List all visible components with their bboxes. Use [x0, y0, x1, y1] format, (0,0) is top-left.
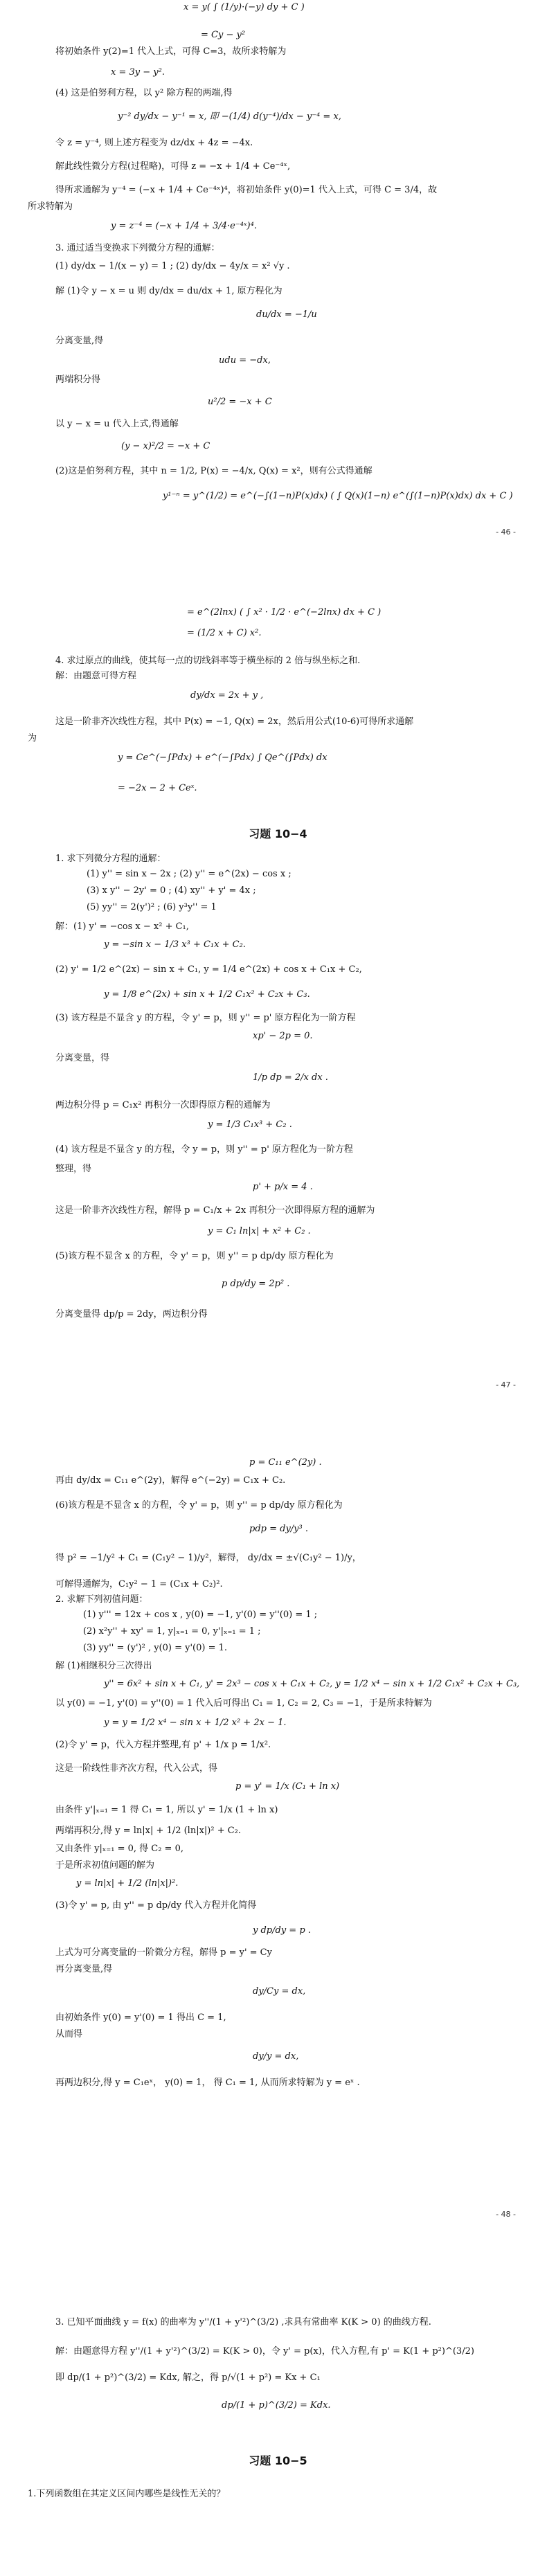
- text-line: 以 y − x = u 代入上式,得通解: [55, 419, 179, 429]
- text-line: 两端积分得: [55, 375, 101, 385]
- equation-line: y = 1/8 e^(2x) + sin x + 1/2 C₁x² + C₂x + C₃.: [104, 989, 310, 1000]
- text-line: 得所求通解为 y⁻⁴ = (−x + 1/4 + Ce⁻⁴ˣ)⁴，将初始条件 y(0)=1 代入上式，可得 C = 3/4，故: [55, 185, 438, 195]
- equation-line: y = z⁻⁴ = (−x + 1/4 + 3/4·e⁻⁴ˣ)⁴.: [111, 221, 257, 231]
- text-line: (3)令 y' = p, 由 y'' = p dp/dy 代入方程并化简得: [55, 1900, 257, 1911]
- equation-line: y = C₁ ln|x| + x² + C₂ .: [208, 1226, 311, 1236]
- text-line: 这是一阶非齐次线性方程，解得 p = C₁/x + 2x 再积分一次即得原方程的通解为: [55, 1205, 375, 1216]
- equation-line: x = 3y − y².: [111, 67, 165, 78]
- text-line: 令 z = y⁻⁴, 则上述方程变为 dz/dx + 4z = −4x.: [55, 138, 253, 148]
- text-line: (1) y''' = 12x + cos x , y(0) = −1, y'(0) = y''(0) = 1 ;: [83, 1610, 318, 1620]
- text-line: 解 (1)相继积分三次得出: [55, 1661, 152, 1671]
- equation-line: y = y = 1/2 x⁴ − sin x + 1/2 x² + 2x − 1.: [104, 1718, 287, 1728]
- text-line: 分离变量,得: [55, 336, 104, 346]
- text-line: (4) 该方程是不显含 y 的方程，令 y = p，则 y'' = p' 原方程化为一阶方程: [55, 1144, 353, 1155]
- equation-line: y dp/dy = p .: [253, 1925, 311, 1936]
- text-line: (4) 这是伯努利方程，以 y² 除方程的两端,得: [55, 88, 233, 98]
- page-number: - 48 -: [496, 2210, 516, 2219]
- equation-line: udu = −dx,: [219, 355, 271, 366]
- text-line: 以 y(0) = −1, y'(0) = y''(0) = 1 代入后可得出 C₁ = 1, C₂ = 2, C₃ = −1，于是所求特解为: [55, 1698, 432, 1709]
- equation-line: y = 1/3 C₁x³ + C₂ .: [208, 1119, 292, 1130]
- equation-line: p' + p/x = 4 .: [253, 1182, 313, 1192]
- text-line: 1. 求下列微分方程的通解：: [55, 854, 166, 864]
- equation-line: y⁻² dy/dx − y⁻¹ = x, 即 −(1/4) d(y⁻⁴)/dx − y⁻⁴ = x,: [118, 111, 341, 122]
- text-line: 再两边积分,得 y = C₁eˣ， y(0) = 1， 得 C₁ = 1, 从而所求特解为 y = eˣ .: [55, 2078, 360, 2088]
- equation-line: du/dx = −1/u: [256, 309, 317, 320]
- text-line: 两边积分得 p = C₁x² 再积分一次即得原方程的通解为: [55, 1100, 271, 1110]
- equation-line: 1/p dp = 2/x dx .: [253, 1072, 328, 1083]
- text-line: 由条件 y'|ₓ₌₁ = 1 得 C₁ = 1, 所以 y' = 1/x (1 + ln x): [55, 1805, 278, 1815]
- equation-line: u²/2 = −x + C: [208, 397, 272, 407]
- text-line: (3) x y'' − 2y' = 0 ; (4) xy'' + y' = 4x ;: [87, 885, 256, 896]
- text-line: (3) yy'' = (y')² , y(0) = y'(0) = 1.: [83, 1643, 228, 1653]
- text-line: 这是一阶非齐次线性方程，其中 P(x) = −1, Q(x) = 2x，然后用公式(10-6)可得所求通解: [55, 717, 414, 727]
- text-line: 由初始条件 y(0) = y'(0) = 1 得出 C = 1,: [55, 2012, 226, 2023]
- text-line: 再由 dy/dx = C₁₁ e^(2y)，解得 e^(−2y) = C₁x + C₂.: [55, 1475, 286, 1486]
- equation-line: p = C₁₁ e^(2y) .: [249, 1457, 322, 1468]
- text-line: 解此线性微分方程(过程略)，可得 z = −x + 1/4 + Ce⁻⁴ˣ,: [55, 161, 291, 172]
- text-line: 这是一阶线性非齐次方程，代入公式，得: [55, 1763, 218, 1774]
- text-line: (2) x²y'' + xy' = 1, y|ₓ₌₁ = 0, y'|ₓ₌₁ = 1 ;: [83, 1626, 261, 1637]
- equation-line: p = y' = 1/x (C₁ + ln x): [235, 1781, 340, 1792]
- text-line: 解：由题意可得方程: [55, 671, 137, 681]
- text-line: 将初始条件 y(2)=1 代入上式，可得 C=3，故所求特解为: [55, 46, 287, 57]
- text-line: 可解得通解为，C₁y² − 1 = (C₁x + C₂)².: [55, 1579, 223, 1589]
- text-line: 4. 求过原点的曲线，使其每一点的切线斜率等于横坐标的 2 倍与纵坐标之和.: [55, 656, 361, 666]
- text-line: (2)这是伯努利方程，其中 n = 1/2, P(x) = −4/x, Q(x) = x²，则有公式得通解: [55, 466, 373, 476]
- text-line: 于是所求初值问题的解为: [55, 1860, 155, 1871]
- equation-line: = (1/2 x + C) x².: [187, 628, 262, 638]
- equation-line: y = −sin x − 1/3 x³ + C₁x + C₂.: [104, 939, 246, 950]
- text-line: 1.下列函数组在其定义区间内哪些是线性无关的？: [28, 2489, 226, 2499]
- text-line: (3) 该方程是不显含 y 的方程，令 y' = p，则 y'' = p' 原方程化为一阶方程: [55, 1013, 356, 1023]
- equation-line: dy/dx = 2x + y ,: [190, 690, 264, 701]
- section-heading: 习题 10−5: [249, 2454, 307, 2467]
- equation-line: y¹⁻ⁿ = y^(1/2) = e^(−∫(1−n)P(x)dx) ( ∫ Q(x)(1−n) e^(∫(1−n)P(x)dx) dx + C ): [163, 491, 513, 501]
- page-number: - 46 -: [496, 528, 516, 537]
- text-line: 解：(1) y' = −cos x − x² + C₁,: [55, 921, 189, 932]
- text-line: 上式为可分离变量的一阶微分方程，解得 p = y' = Cy: [55, 1947, 272, 1958]
- equation-line: = e^(2lnx) ( ∫ x² · 1/2 · e^(−2lnx) dx + C ): [187, 607, 382, 618]
- text-line: 2. 求解下列初值问题：: [55, 1594, 148, 1605]
- equation-line: dy/y = dx,: [253, 2051, 299, 2062]
- text-line: (6)该方程是不显含 x 的方程，令 y' = p，则 y'' = p dp/dy 原方程化为: [55, 1500, 343, 1511]
- text-line: 再分离变量,得: [55, 1964, 113, 1974]
- text-line: 分离变量得 dp/p = 2dy，两边积分得: [55, 1309, 208, 1319]
- text-line: 从而得: [55, 2029, 83, 2039]
- equation-line: dp/(1 + p)^(3/2) = Kdx.: [222, 2400, 331, 2411]
- equation-line: y = Ce^(−∫Pdx) + e^(−∫Pdx) ∫ Qe^(∫Pdx) dx: [118, 753, 328, 763]
- text-line: (5)该方程不显含 x 的方程，令 y' = p，则 y'' = p dp/dy 原方程化为: [55, 1251, 334, 1261]
- equation-line: y = ln|x| + 1/2 (ln|x|)².: [76, 1878, 179, 1889]
- text-line: 即 dp/(1 + p²)^(3/2) = Kdx, 解之，得 p/√(1 + p²) = Kx + C₁: [55, 2372, 321, 2383]
- text-line: 解：由题意得方程 y''/(1 + y'²)^(3/2) = K(K > 0)，令 y' = p(x)，代入方程,有 p' = K(1 + p²)^(3/2): [55, 2346, 474, 2357]
- text-line: (1) y'' = sin x − 2x ; (2) y'' = e^(2x) − cos x ;: [87, 869, 292, 879]
- text-line: 分离变量，得: [55, 1053, 110, 1063]
- equation-line: = −2x − 2 + Ceˣ.: [118, 783, 197, 793]
- text-line: (2) y' = 1/2 e^(2x) − sin x + C₁, y = 1/4 e^(2x) + cos x + C₁x + C₂,: [55, 964, 362, 975]
- text-line: (5) yy'' = 2(y')² ; (6) y³y'' = 1: [87, 902, 217, 912]
- text-line: 解 (1)令 y − x = u 则 dy/dx = du/dx + 1, 原方程化为: [55, 286, 283, 296]
- text-line: 两端再积分,得 y = ln|x| + 1/2 (ln|x|)² + C₂.: [55, 1826, 242, 1836]
- text-line: 又由条件 y|ₓ₌₁ = 0, 得 C₂ = 0,: [55, 1844, 183, 1854]
- text-line: 3. 通过适当变换求下列微分方程的通解：: [55, 243, 220, 253]
- text-line: 为: [28, 733, 37, 744]
- text-line: (2)令 y' = p，代入方程并整理,有 p' + 1/x p = 1/x².: [55, 1740, 271, 1750]
- equation-line: (y − x)²/2 = −x + C: [121, 441, 210, 451]
- equation-line: p dp/dy = 2p² .: [222, 1279, 290, 1289]
- equation-line: y'' = 6x² + sin x + C₁, y' = 2x³ − cos x + C₁x + C₂, y = 1/2 x⁴ − sin x + 1/2 C₁x² + C₂x + C₃,: [104, 1679, 520, 1689]
- text-line: (1) dy/dx − 1/(x − y) = 1 ; (2) dy/dx − 4y/x = x² √y .: [55, 261, 290, 271]
- text-line: 3. 已知平面曲线 y = f(x) 的曲率为 y''/(1 + y'²)^(3/2) ,求具有常曲率 K(K > 0) 的曲线方程.: [55, 2317, 431, 2327]
- equation-line: = Cy − y²: [201, 30, 246, 40]
- equation-line: pdp = dy/y³ .: [249, 1524, 308, 1534]
- page-number: - 47 -: [496, 1380, 516, 1389]
- text-line: 整理，得: [55, 1164, 92, 1174]
- text-line: 所求特解为: [28, 201, 73, 212]
- section-heading: 习题 10−4: [249, 827, 307, 840]
- equation-line: xp' − 2p = 0.: [253, 1031, 313, 1041]
- text-line: 得 p² = −1/y² + C₁ = (C₁y² − 1)/y²，解得， dy/dx = ±√(C₁y² − 1)/y，: [55, 1553, 361, 1563]
- equation-line: dy/Cy = dx,: [253, 1986, 306, 1997]
- equation-line: x = y( ∫ (1/y)·(−y) dy + C ): [183, 2, 305, 12]
